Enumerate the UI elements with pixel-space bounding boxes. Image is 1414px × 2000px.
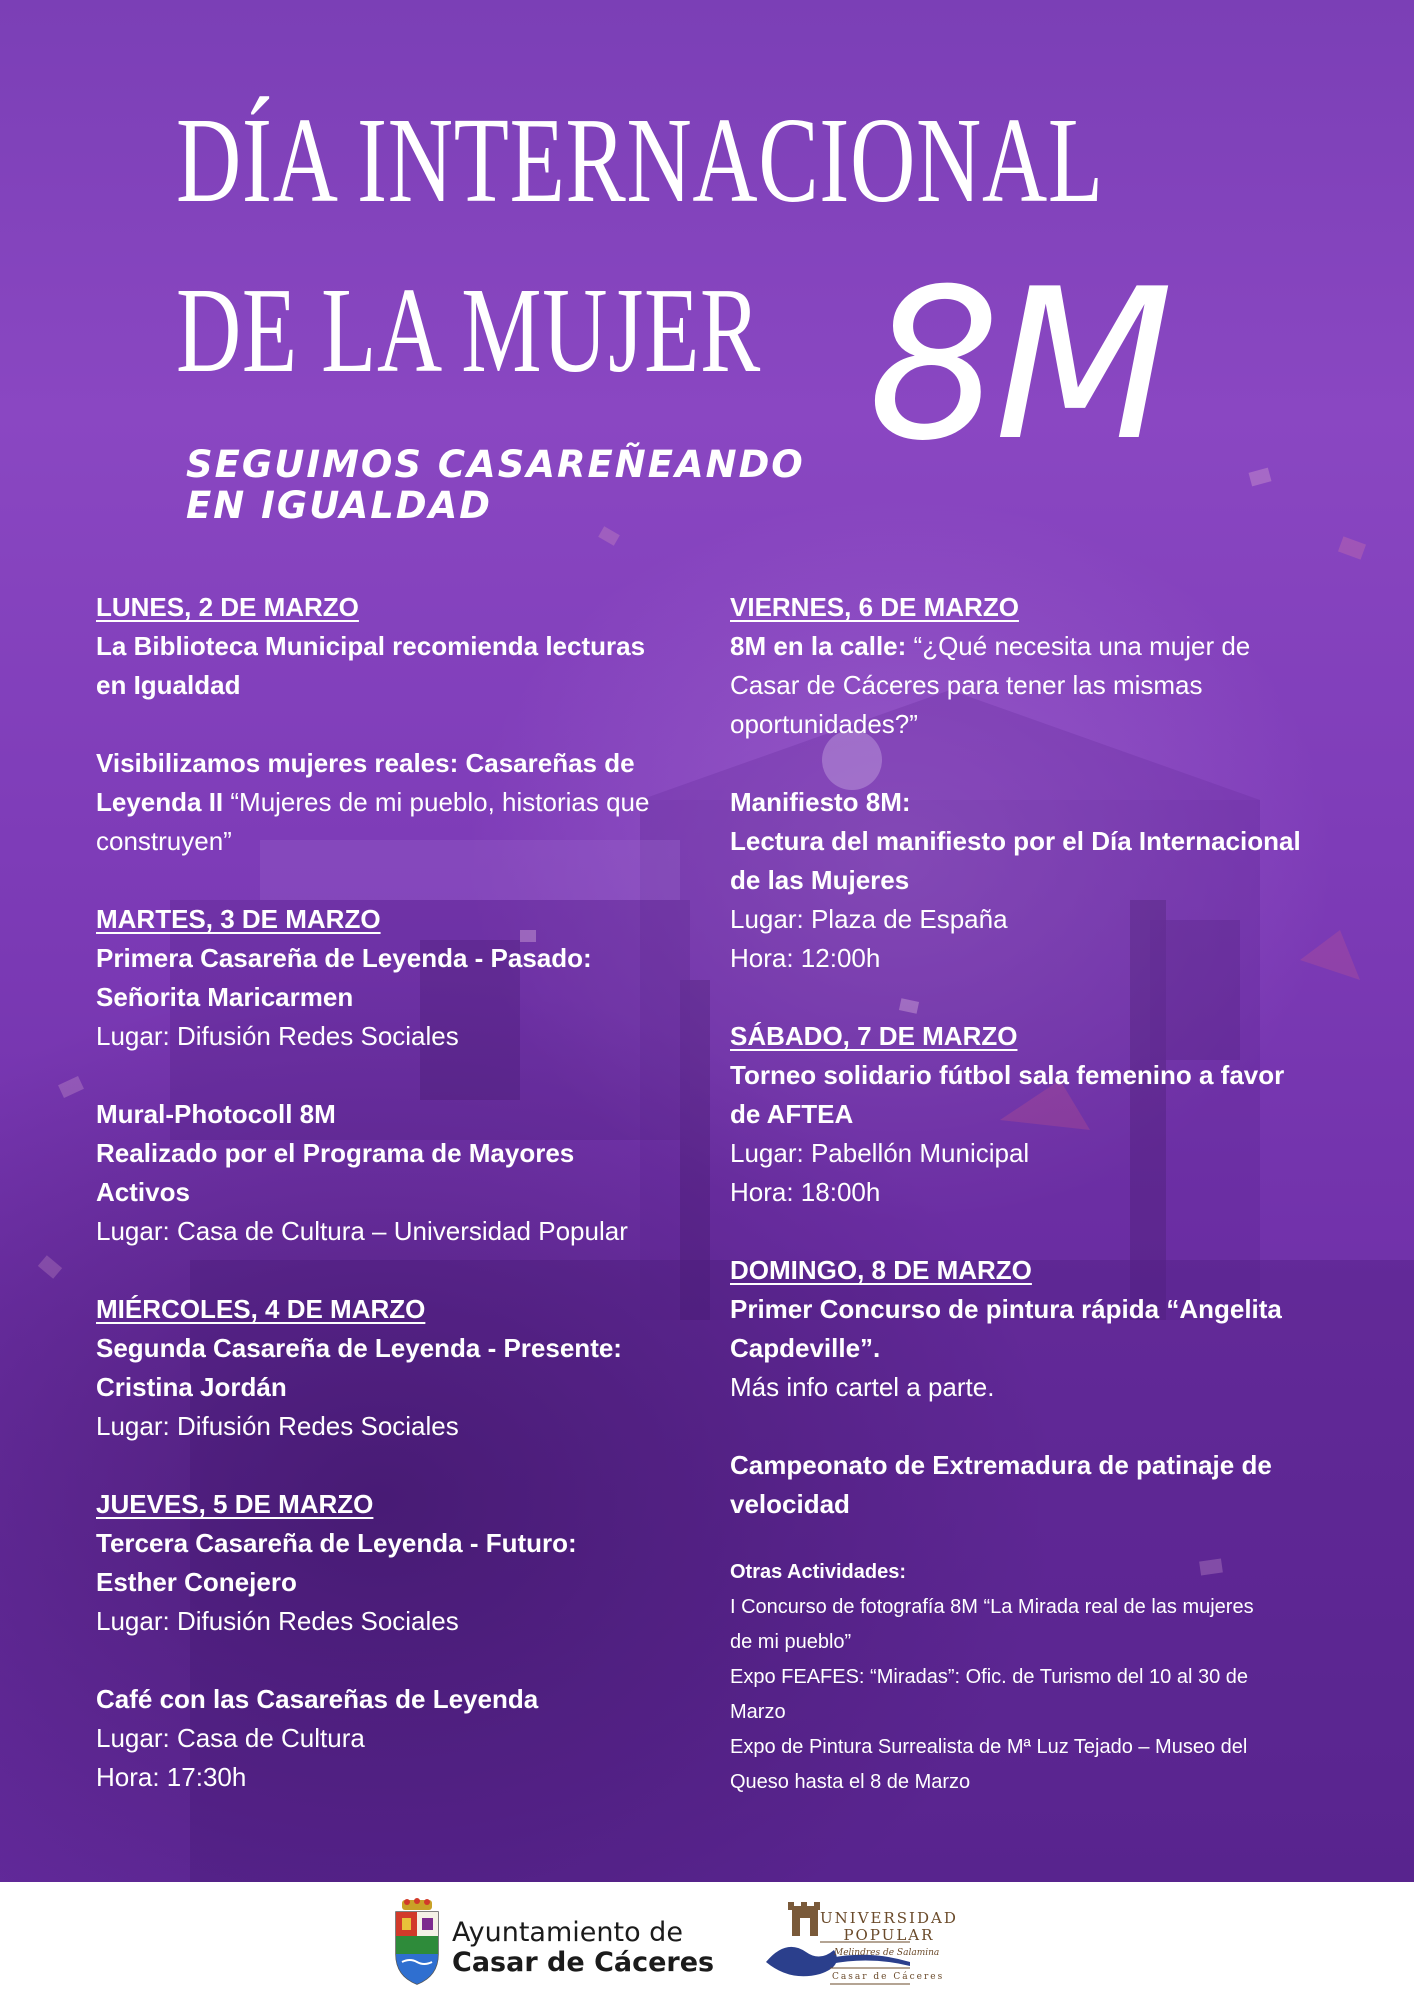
event-location: Lugar: Casa de Cultura – Universidad Popular <box>96 1216 628 1246</box>
title-line-1: DÍA INTERNACIONAL <box>176 93 1104 228</box>
event-quote: construyen” <box>96 826 232 856</box>
event-quote: oportunidades?” <box>730 709 918 739</box>
day-heading-sabado: SÁBADO, 7 DE MARZO <box>730 1021 1018 1051</box>
event-title: Realizado por el Programa de Mayores <box>96 1138 575 1168</box>
event-title: Cristina Jordán <box>96 1372 287 1402</box>
logo-text-line: Ayuntamiento de <box>452 1917 683 1948</box>
day-heading-domingo: DOMINGO, 8 DE MARZO <box>730 1255 1032 1285</box>
schedule-left-column <box>96 588 706 1797</box>
subtitle <box>186 444 805 526</box>
event-title: de las Mujeres <box>730 865 910 895</box>
event-location: Lugar: Casa de Cultura <box>96 1723 365 1753</box>
day-heading-martes: MARTES, 3 DE MARZO <box>96 904 381 934</box>
logo-text-line: UNIVERSIDAD <box>820 1909 958 1927</box>
event-title: Leyenda II <box>96 787 224 817</box>
ayuntamiento-logo <box>390 1898 715 1988</box>
event-title: Tercera Casareña de Leyenda - Futuro: <box>96 1528 577 1558</box>
event-title: en Igualdad <box>96 670 241 700</box>
event-time: Hora: 18:00h <box>730 1177 881 1207</box>
day-heading-jueves: JUEVES, 5 DE MARZO <box>96 1489 374 1519</box>
event-title-mixed <box>96 783 706 822</box>
schedule-right-column <box>730 588 1370 1800</box>
event-title-mixed <box>730 627 1370 666</box>
event-title: de AFTEA <box>730 1099 854 1129</box>
title-line-2: DE LA MUJER <box>176 263 761 398</box>
event-quote: “¿Qué necesita una mujer de <box>906 631 1251 661</box>
other-activity-line: de mi pueblo” <box>730 1631 852 1653</box>
title-8m-badge: 8M <box>868 245 1168 487</box>
event-title: Capdeville”. <box>730 1333 881 1363</box>
event-title: Activos <box>96 1177 190 1207</box>
event-note: Más info cartel a parte. <box>730 1372 995 1402</box>
event-location: Lugar: Difusión Redes Sociales <box>96 1606 459 1636</box>
subtitle-line-2: EN IGUALDAD <box>186 484 492 527</box>
logo-text-line: POPULAR <box>843 1926 935 1944</box>
event-location: Lugar: Plaza de España <box>730 904 1008 934</box>
event-quote: Casar de Cáceres para tener las mismas <box>730 670 1203 700</box>
logo-text-line: Casar de Cáceres <box>452 1947 715 1978</box>
event-time: Hora: 17:30h <box>96 1762 247 1792</box>
event-title: Esther Conejero <box>96 1567 297 1597</box>
logo-place: Casar de Cáceres <box>832 1972 945 1982</box>
event-time: Hora: 12:00h <box>730 943 881 973</box>
other-activities-heading: Otras Actividades: <box>730 1561 906 1583</box>
event-title: Visibilizamos mujeres reales: Casareñas de <box>96 748 635 778</box>
event-title: Primer Concurso de pintura rápida “Angelita <box>730 1294 1282 1324</box>
other-activity-line: I Concurso de fotografía 8M “La Mirada real de las mujeres <box>730 1596 1254 1618</box>
subtitle-line-1: SEGUIMOS CASAREÑEANDO <box>186 443 805 486</box>
event-title: Señorita Maricarmen <box>96 982 354 1012</box>
event-title: Café con las Casareñas de Leyenda <box>96 1684 539 1714</box>
event-title: Manifiesto 8M: <box>730 787 911 817</box>
coat-of-arms-icon <box>390 1898 444 1988</box>
other-activity-line: Marzo <box>730 1701 786 1723</box>
other-activity-line: Expo de Pintura Surrealista de Mª Luz Tejado – Museo del <box>730 1736 1248 1758</box>
ayuntamiento-logo-text <box>452 1918 714 1978</box>
day-heading-miercoles: MIÉRCOLES, 4 DE MARZO <box>96 1294 426 1324</box>
event-title: Campeonato de Extremadura de patinaje de <box>730 1450 1272 1480</box>
universidad-popular-logo <box>760 1892 960 1992</box>
other-activity-line: Queso hasta el 8 de Marzo <box>730 1771 971 1793</box>
event-location: Lugar: Pabellón Municipal <box>730 1138 1030 1168</box>
event-title: velocidad <box>730 1489 850 1519</box>
event-location: Lugar: Difusión Redes Sociales <box>96 1021 459 1051</box>
event-title: Torneo solidario fútbol sala femenino a favor <box>730 1060 1285 1090</box>
day-heading-lunes: LUNES, 2 DE MARZO <box>96 592 359 622</box>
footer-logos <box>0 1882 1414 2000</box>
event-title: 8M en la calle: <box>730 631 907 661</box>
event-title: Segunda Casareña de Leyenda - Presente: <box>96 1333 622 1363</box>
event-title: La Biblioteca Municipal recomienda lecturas <box>96 631 646 661</box>
event-title: Mural-Photocoll 8M <box>96 1099 336 1129</box>
universidad-popular-name <box>820 1910 958 1944</box>
day-heading-viernes: VIERNES, 6 DE MARZO <box>730 592 1019 622</box>
event-title: Lectura del manifiesto por el Día Internacional <box>730 826 1301 856</box>
logo-tagline: Melindres de Salamina <box>834 1948 940 1958</box>
event-quote: “Mujeres de mi pueblo, historias que <box>223 787 650 817</box>
event-title: Primera Casareña de Leyenda - Pasado: <box>96 943 592 973</box>
other-activity-line: Expo FEAFES: “Miradas”: Ofic. de Turismo del 10 al 30 de <box>730 1666 1248 1688</box>
event-location: Lugar: Difusión Redes Sociales <box>96 1411 459 1441</box>
